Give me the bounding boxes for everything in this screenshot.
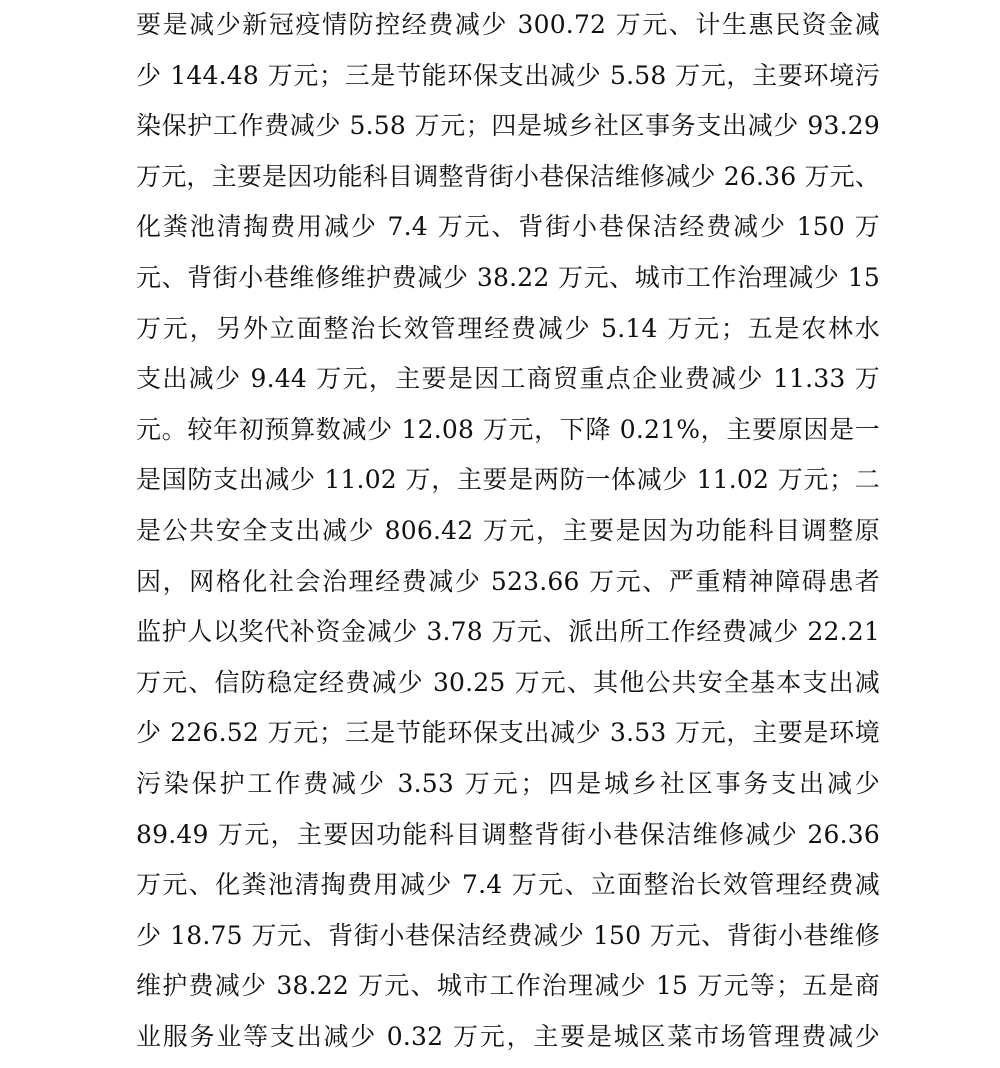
- text-line: 要是减少新冠疫情防控经费减少 300.72 万元、计生惠民资金减: [136, 10, 880, 39]
- text-line: 监护人以奖代补资金减少 3.78 万元、派出所工作经费减少 22.21: [136, 617, 880, 647]
- text-line: 少 144.48 万元；三是节能环保支出减少 5.58 万元，主要环境污: [136, 60, 880, 90]
- text-line: 万元，主要是因功能科目调整背街小巷保洁维修减少 26.36 万元、: [136, 161, 881, 191]
- text-line: 89.49 万元，主要因功能科目调整背街小巷保洁维修减少 26.36: [136, 819, 880, 849]
- text-line: 污染保护工作费减少 3.53 万元；四是城乡社区事务支出减少: [136, 768, 880, 798]
- text-line: 万元、化粪池清掏费用减少 7.4 万元、立面整治长效管理经费减: [136, 870, 880, 900]
- text-line: 业服务业等支出减少 0.32 万元，主要是城区菜市场管理费减少: [136, 1021, 880, 1051]
- text-line: 是国防支出减少 11.02 万，主要是两防一体减少 11.02 万元；二: [136, 465, 880, 495]
- text-line: 万元、信防稳定经费减少 30.25 万元、其他公共安全基本支出减: [136, 667, 880, 697]
- text-line: 化粪池清掏费用减少 7.4 万元、背街小巷保洁经费减少 150 万: [136, 212, 880, 242]
- text-line: 维护费减少 38.22 万元、城市工作治理减少 15 万元等；五是商: [136, 971, 880, 1001]
- body-paragraph: [136, 6, 880, 1068]
- text-line: 因，网格化社会治理经费减少 523.66 万元、严重精神障碍患者: [136, 566, 880, 596]
- text-line: 少 226.52 万元；三是节能环保支出减少 3.53 万元，主要是环境: [136, 718, 880, 748]
- text-line: 元。较年初预算数减少 12.08 万元，下降 0.21%，主要原因是一: [136, 414, 880, 444]
- text-line: 支出减少 9.44 万元，主要是因工商贸重点企业费减少 11.33 万: [136, 364, 880, 394]
- text-line: 万元，另外立面整治长效管理经费减少 5.14 万元；五是农林水: [136, 313, 880, 343]
- text-line: 染保护工作费减少 5.58 万元；四是城乡社区事务支出减少 93.29: [136, 111, 880, 141]
- text-line: 元、背街小巷维修维护费减少 38.22 万元、城市工作治理减少 15: [136, 262, 880, 292]
- text-line: 少 18.75 万元、背街小巷保洁经费减少 150 万元、背街小巷维修: [136, 920, 880, 950]
- text-line: 是公共安全支出减少 806.42 万元，主要是因为功能科目调整原: [136, 515, 880, 545]
